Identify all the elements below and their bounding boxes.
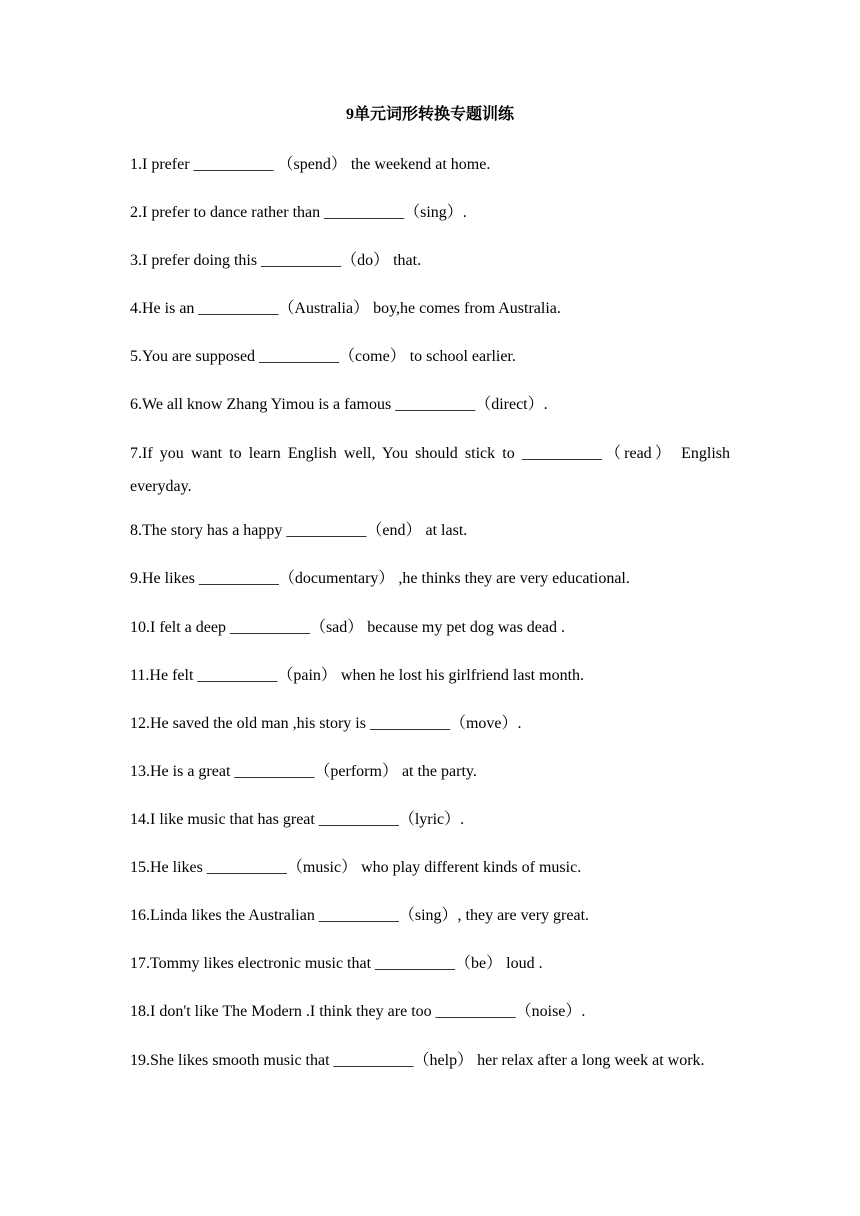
question-2: 2.I prefer to dance rather than __________（sing）. <box>130 204 467 221</box>
question-16: 16.Linda likes the Australian __________（sing）, they are very great. <box>130 907 590 924</box>
question-14: 14.I like music that has great __________（lyric）. <box>130 811 465 828</box>
page-title: 9单元词形转换专题训练 <box>345 106 514 123</box>
question-1: 1.I prefer __________ （spend） the weekend at home. <box>130 156 491 173</box>
question-6: 6.We all know Zhang Yimou is a famous __________（direct）. <box>130 396 548 413</box>
question-10: 10.I felt a deep __________（sad） because my pet dog was dead . <box>130 619 565 636</box>
question-4: 4.He is an __________（Australia） boy,he comes from Australia. <box>130 300 561 317</box>
question-19: 19.She likes smooth music that __________（help） her relax after a long week at work. <box>130 1052 705 1069</box>
question-12: 12.He saved the old man ,his story is __________（move）. <box>130 715 522 732</box>
question-13: 13.He is a great __________（perform） at the party. <box>130 763 477 780</box>
question-18: 18.I don't like The Modern .I think they are too __________（noise）. <box>130 1003 586 1020</box>
question-5: 5.You are supposed __________（come） to school earlier. <box>130 348 516 365</box>
question-3: 3.I prefer doing this __________（do） that. <box>130 252 422 269</box>
question-15: 15.He likes __________（music） who play different kinds of music. <box>130 859 582 876</box>
question-7: 7.If you want to learn English well, You should stick to __________（read） English everyday. <box>130 445 730 495</box>
question-9: 9.He likes __________（documentary） ,he thinks they are very educational. <box>130 570 630 587</box>
question-11: 11.He felt __________（pain） when he lost his girlfriend last month. <box>130 667 585 684</box>
question-8: 8.The story has a happy __________（end） at last. <box>130 522 468 539</box>
question-17: 17.Tommy likes electronic music that __________（be） loud . <box>130 955 543 972</box>
